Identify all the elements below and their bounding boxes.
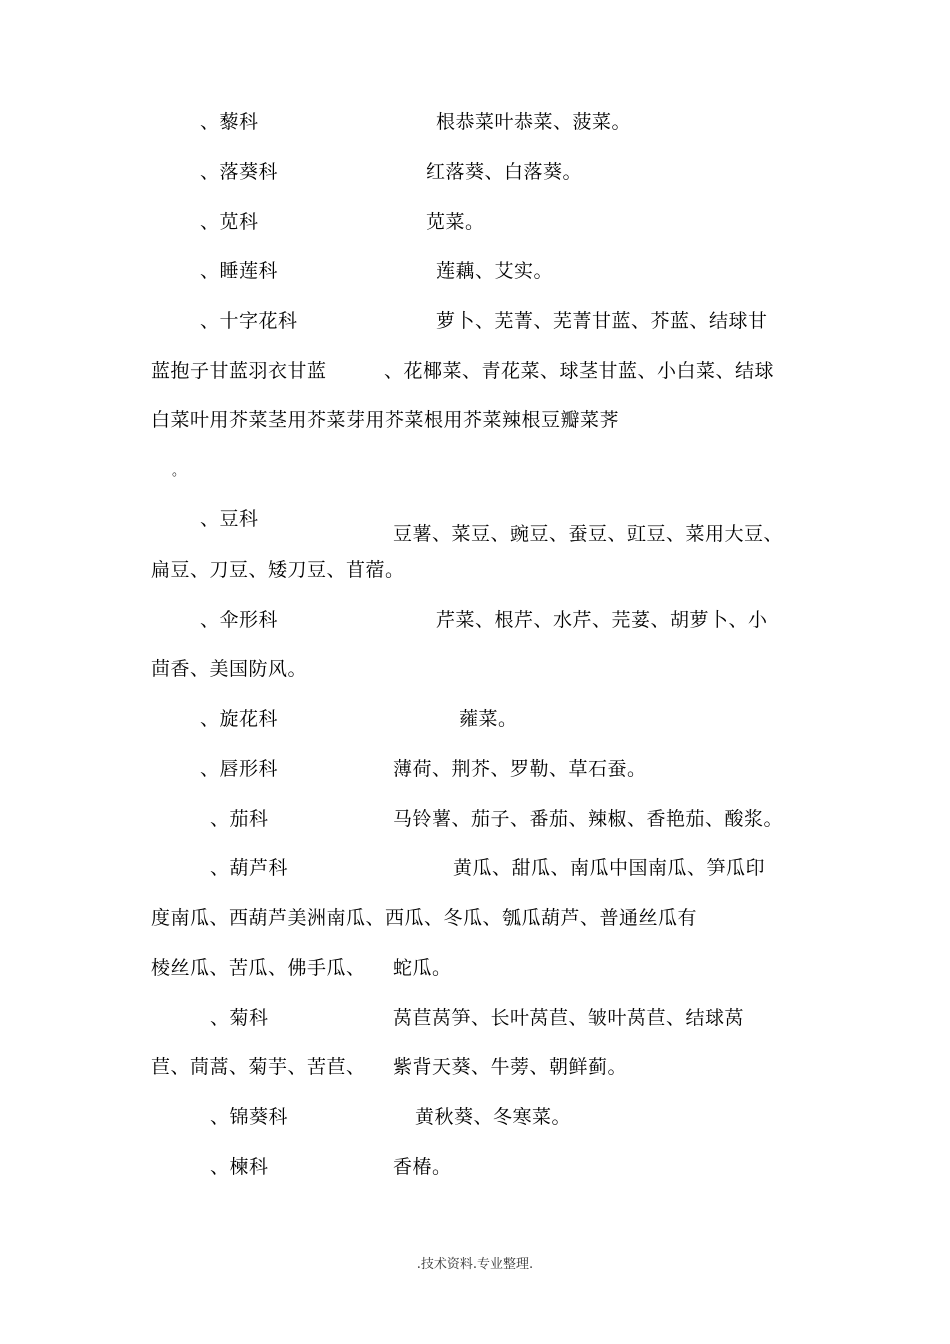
vegetable-list: 莴苣莴笋、长叶莴苣、皱叶莴苣、结球莴 [393, 1007, 745, 1029]
vegetable-list: 苋菜。 [426, 211, 485, 233]
vegetable-list: 薄荷、荆芥、罗勒、草石蚕。 [393, 758, 647, 780]
family-label: 、唇形科 [200, 758, 279, 780]
vegetable-list: 莲藕、艾实。 [436, 260, 554, 282]
vegetable-list-continued: 、花椰菜、青花菜、球茎甘蓝、小白菜、结球 [384, 360, 775, 382]
vegetable-list-continued: 白菜叶用芥菜茎用芥菜芽用芥菜根用芥菜辣根豆瓣菜荠 [151, 409, 620, 431]
family-label: 、菊科 [210, 1007, 269, 1029]
vegetable-list-continued: 。 [172, 464, 186, 479]
family-label: 、茄科 [210, 808, 269, 830]
vegetable-list-continued: 茴香、美国防风。 [151, 658, 308, 680]
vegetable-list: 马铃薯、茄子、番茄、辣椒、香艳茄、酸浆。 [393, 808, 784, 830]
vegetable-list: 蕹菜。 [459, 708, 518, 730]
vegetable-list: 红落葵、白落葵。 [426, 161, 583, 183]
family-label: 、落葵科 [200, 161, 279, 183]
vegetable-list: 萝卜、芜菁、芜菁甘蓝、芥蓝、结球甘 [436, 310, 768, 332]
family-label: 、葫芦科 [210, 857, 289, 879]
vegetable-list-continued: 蛇瓜。 [393, 957, 452, 979]
vegetable-list: 黄瓜、甜瓜、南瓜中国南瓜、笋瓜印 [453, 857, 766, 879]
vegetable-list-continued: 度南瓜、西葫芦美洲南瓜、西瓜、冬瓜、瓠瓜葫芦、普通丝瓜有 [151, 907, 698, 929]
family-label: 、藜科 [200, 111, 259, 133]
vegetable-list: 黄秋葵、冬寒菜。 [415, 1106, 572, 1128]
vegetable-list: 根恭菜叶恭菜、菠菜。 [436, 111, 632, 133]
page-footer: .技术资料.专业整理. [416, 1257, 534, 1272]
family-label: 、十字花科 [200, 310, 298, 332]
vegetable-list: 香椿。 [393, 1156, 452, 1178]
vegetable-list-continued: 苣、茼蒿、菊芋、苦苣、 [151, 1056, 366, 1078]
family-label: 、睡莲科 [200, 260, 279, 282]
family-label: 、苋科 [200, 211, 259, 233]
family-label: 、伞形科 [200, 609, 279, 631]
vegetable-list-continued: 扁豆、刀豆、矮刀豆、苜蓿。 [151, 559, 405, 581]
family-label: 、豆科 [200, 508, 259, 530]
family-label: 、旋花科 [200, 708, 279, 730]
vegetable-list-continued: 紫背天葵、牛蒡、朝鲜蓟。 [393, 1056, 628, 1078]
vegetable-list-continued: 棱丝瓜、苦瓜、佛手瓜、 [151, 957, 366, 979]
vegetable-list: 芹菜、根芹、水芹、芫荽、胡萝卜、小 [436, 609, 768, 631]
vegetable-list: 豆薯、菜豆、豌豆、蚕豆、豇豆、菜用大豆、 [393, 523, 784, 545]
family-label: 、锦葵科 [210, 1106, 289, 1128]
vegetable-list-continued: 蓝抱子甘蓝羽衣甘蓝 [151, 360, 327, 382]
family-label: 、楝科 [210, 1156, 269, 1178]
